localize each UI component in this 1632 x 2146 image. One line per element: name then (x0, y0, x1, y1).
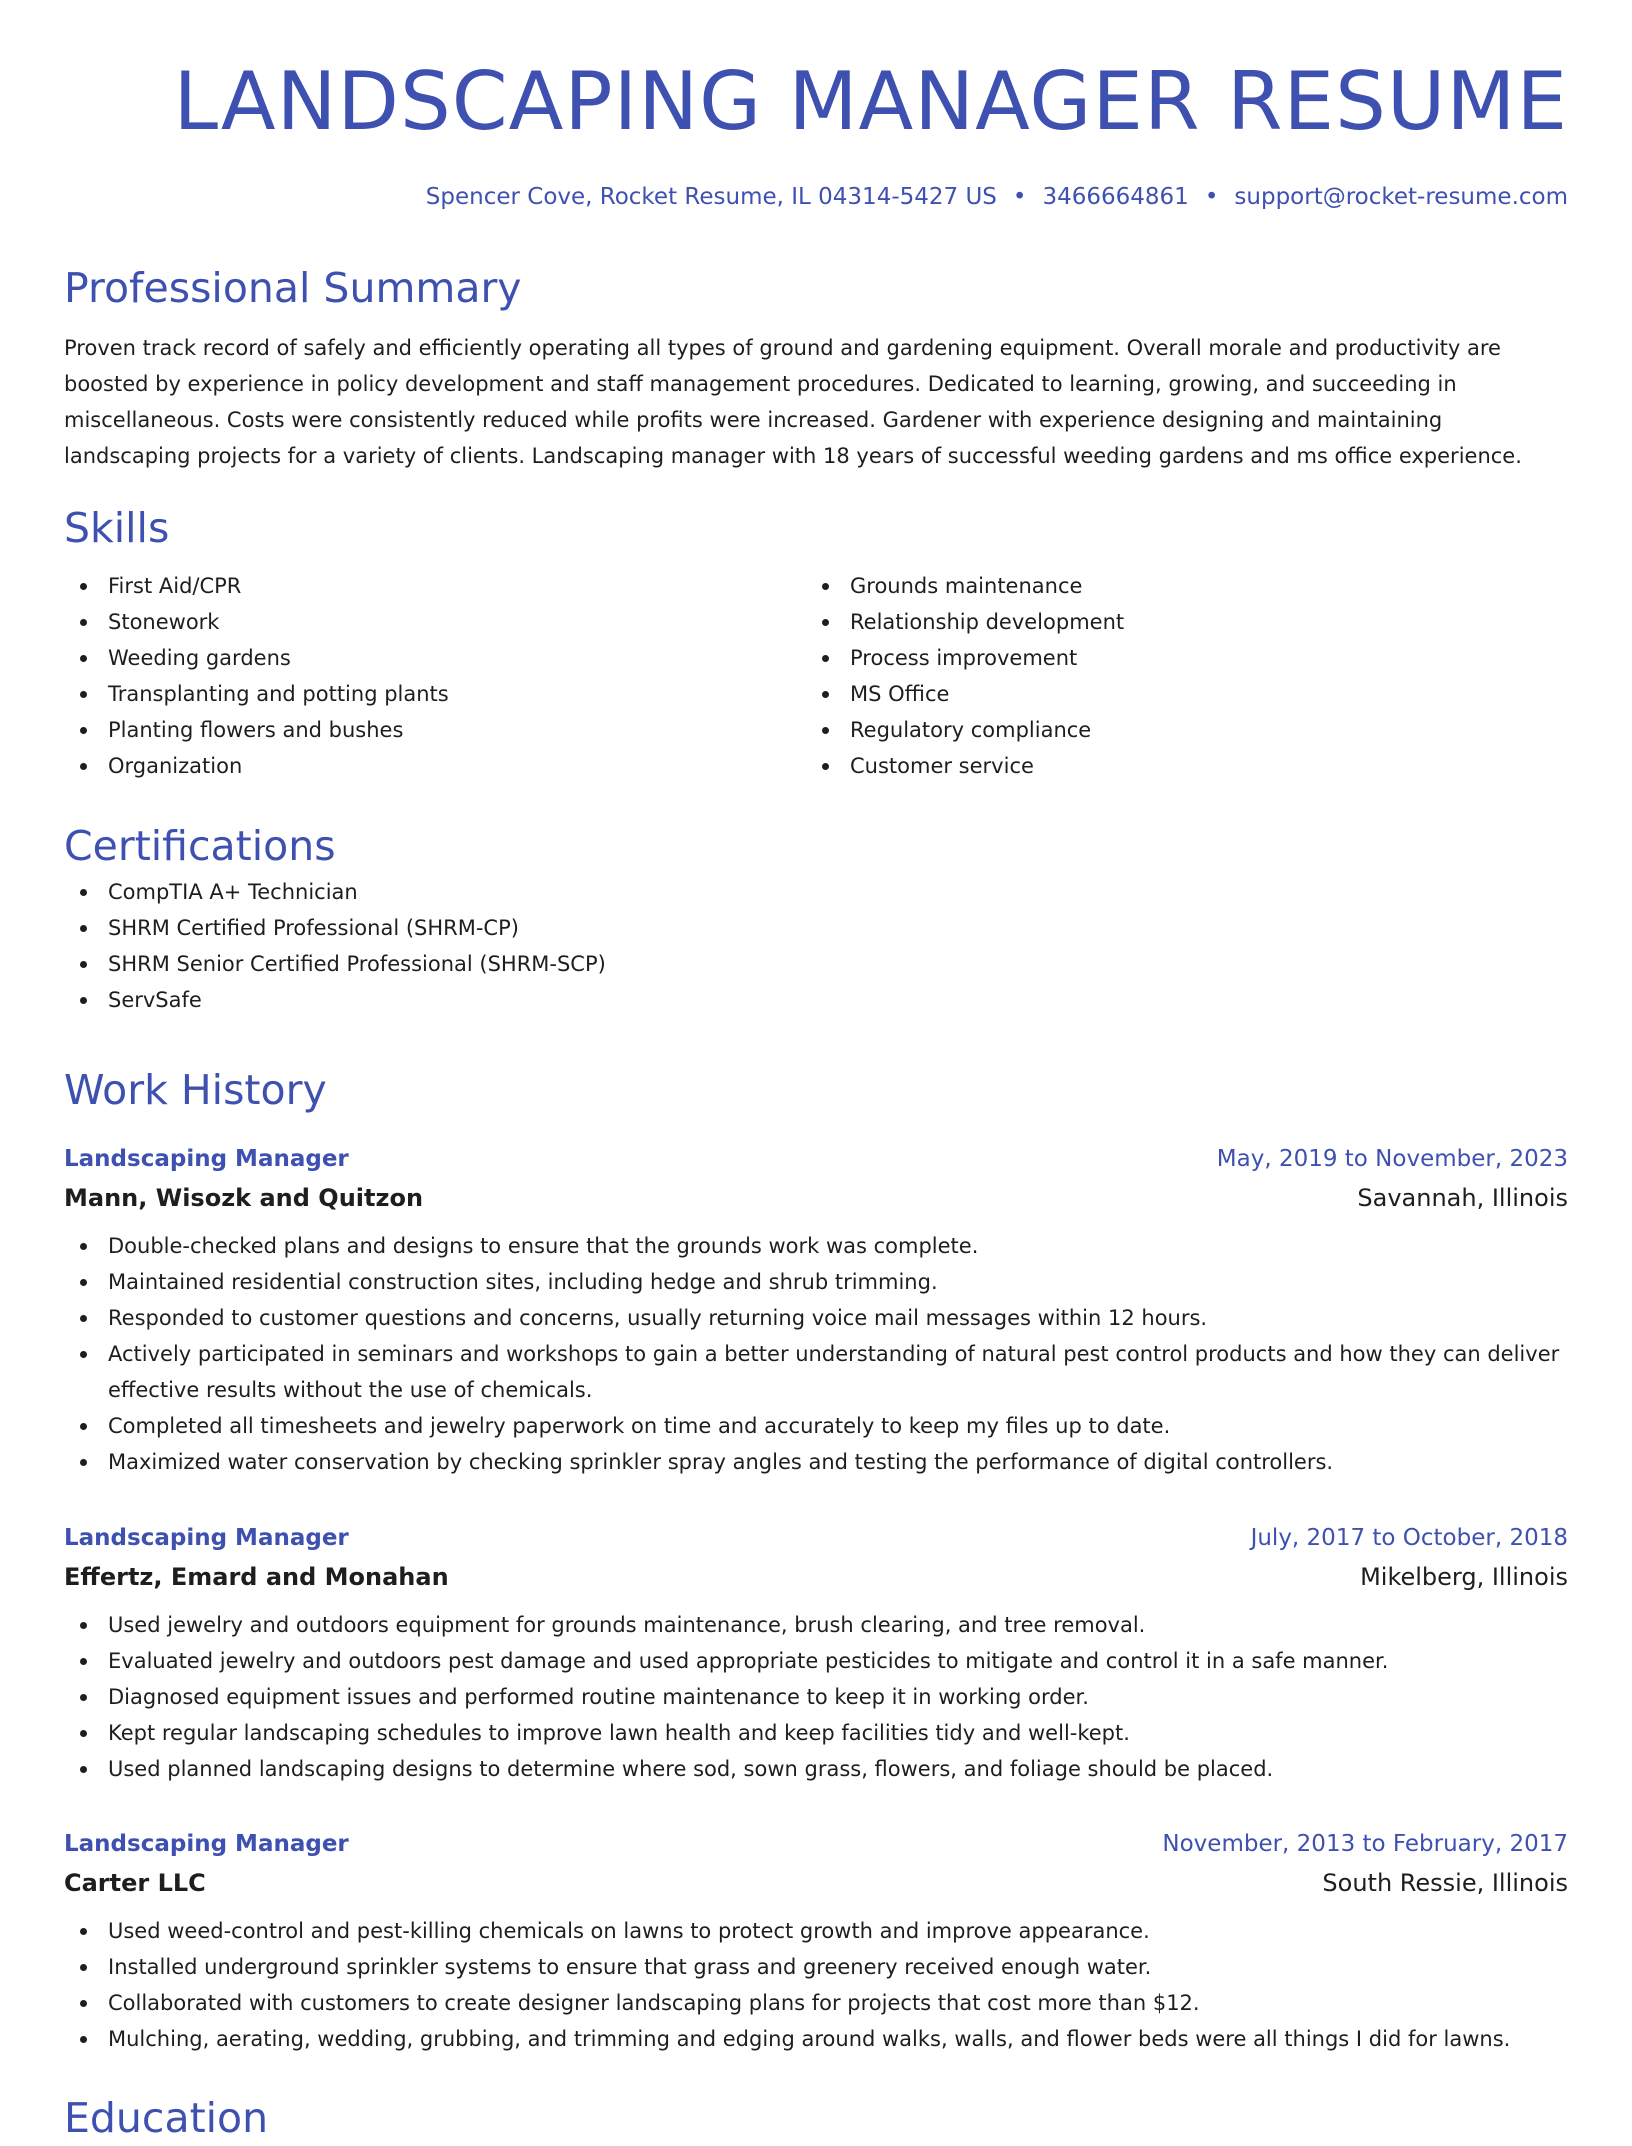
job-duty: Responded to customer questions and concerns, usually returning voice mail messages within 12 hours. (64, 1300, 1568, 1336)
job-duty: Mulching, aerating, wedding, grubbing, and trimming and edging around walks, walls, and flower beds were all things I did for lawns. (64, 2021, 1568, 2057)
job-duty: Evaluated jewelry and outdoors pest damage and used appropriate pesticides to mitigate and control it in a safe manner. (64, 1643, 1568, 1679)
contact-phone[interactable]: 3466664861 (1042, 184, 1189, 210)
job-duty: Installed underground sprinkler systems to ensure that grass and greenery received enough water. (64, 1949, 1568, 1985)
bullet-icon (822, 763, 829, 770)
bullet-icon (80, 1243, 87, 1250)
bullet-icon (80, 691, 87, 698)
contact-email[interactable]: support@rocket-resume.com (1234, 184, 1568, 210)
bullet-icon (80, 925, 87, 932)
certifications-section (64, 818, 1568, 1018)
job-duty: Actively participated in seminars and workshops to gain a better understanding of natural pest control products and how they can deliver effective results without the use of chemicals. (64, 1336, 1568, 1408)
skills-heading: Skills (64, 504, 170, 552)
resume-title: LANDSCAPING MANAGER RESUME (173, 55, 1568, 148)
job-duties-list (64, 1607, 1568, 1787)
bullet-icon (80, 1459, 87, 1466)
bullet-icon (822, 655, 829, 662)
skill-item: MS Office (806, 676, 1548, 712)
skill-item: Relationship development (806, 604, 1548, 640)
skills-column-right (806, 568, 1548, 784)
job-duty: Completed all timesheets and jewelry paperwork on time and accurately to keep my files up to date. (64, 1408, 1568, 1444)
skills-columns (64, 568, 1568, 784)
job-company: Mann, Wisozk and Quitzon (64, 1184, 424, 1212)
bullet-icon (80, 997, 87, 1004)
bullet-icon (80, 1730, 87, 1737)
job-duty: Collaborated with customers to create designer landscaping plans for projects that cost more than $12. (64, 1985, 1568, 2021)
bullet-icon (80, 961, 87, 968)
bullet-icon (80, 1658, 87, 1665)
education-section (64, 2090, 1568, 2146)
certification-item: ServSafe (64, 982, 1568, 1018)
summary-text: Proven track record of safely and efficiently operating all types of ground and gardening equipment. Overall morale and productivity are boosted by experience in policy development and staff management procedures. Dedicated to learning, growing, and succeeding in miscellaneous. Costs were consistently reduced while profits were increased. Gardener with experience designing and maintaining landscaping projects for a variety of clients. Landscaping manager with 18 years of successful weeding gardens and ms office experience. (64, 336, 1522, 468)
bullet-icon (80, 655, 87, 662)
certifications-heading: Certifications (64, 822, 336, 870)
skill-item: Organization (64, 748, 806, 784)
bullet-icon (80, 1423, 87, 1430)
job-entry (64, 1519, 1568, 1787)
bullet-icon (80, 2000, 87, 2007)
skill-item: Stonework (64, 604, 806, 640)
skill-item: Regulatory compliance (806, 712, 1548, 748)
bullet-icon (822, 583, 829, 590)
job-location: Mikelberg, Illinois (1360, 1563, 1568, 1591)
summary-heading: Professional Summary (64, 264, 522, 312)
job-duties-list (64, 1913, 1568, 2057)
bullet-icon (80, 1766, 87, 1773)
job-dates: November, 2013 to February, 2017 (1162, 1831, 1568, 1857)
bullet-icon (80, 583, 87, 590)
skills-section (64, 500, 1568, 784)
job-duty: Kept regular landscaping schedules to improve lawn health and keep facilities tidy and well-kept. (64, 1715, 1568, 1751)
bullet-icon (822, 691, 829, 698)
job-dates: May, 2019 to November, 2023 (1216, 1146, 1568, 1172)
job-duty: Used planned landscaping designs to determine where sod, sown grass, flowers, and foliage should be placed. (64, 1751, 1568, 1787)
work-history-heading: Work History (64, 1066, 327, 1114)
bullet-icon (80, 1928, 87, 1935)
job-company: Effertz, Emard and Monahan (64, 1563, 449, 1591)
contact-address: Spencer Cove, Rocket Resume, IL 04314-5427 US (425, 184, 997, 210)
job-company: Carter LLC (64, 1869, 206, 1897)
certification-item: SHRM Certified Professional (SHRM-CP) (64, 910, 1568, 946)
job-duty: Double-checked plans and designs to ensure that the grounds work was complete. (64, 1228, 1568, 1264)
bullet-icon (80, 889, 87, 896)
bullet-icon (822, 727, 829, 734)
contact-line (426, 180, 1568, 214)
skill-item: Customer service (806, 748, 1548, 784)
bullet-icon (80, 1279, 87, 1286)
job-title: Landscaping Manager (64, 1525, 349, 1551)
job-dates: July, 2017 to October, 2018 (1250, 1525, 1568, 1551)
certifications-list (64, 874, 1568, 1018)
bullet-icon (80, 1315, 87, 1322)
certification-item: CompTIA A+ Technician (64, 874, 1568, 910)
job-location: South Ressie, Illinois (1322, 1869, 1568, 1897)
skill-item: Weeding gardens (64, 640, 806, 676)
bullet-icon (80, 1694, 87, 1701)
job-duty: Maintained residential construction sites, including hedge and shrub trimming. (64, 1264, 1568, 1300)
bullet-icon (80, 1964, 87, 1971)
job-duties-list (64, 1228, 1568, 1480)
bullet-icon (80, 727, 87, 734)
summary-section (64, 260, 1568, 474)
contact-separator: • (1204, 184, 1219, 210)
bullet-icon (80, 1622, 87, 1629)
skill-item: Transplanting and potting plants (64, 676, 806, 712)
bullet-icon (80, 619, 87, 626)
job-location: Savannah, Illinois (1357, 1184, 1568, 1212)
bullet-icon (822, 619, 829, 626)
job-title: Landscaping Manager (64, 1831, 349, 1857)
job-duty: Used weed-control and pest-killing chemicals on lawns to protect growth and improve appearance. (64, 1913, 1568, 1949)
skill-item: Grounds maintenance (806, 568, 1548, 604)
skills-column-left (64, 568, 806, 784)
skill-item: Process improvement (806, 640, 1548, 676)
work-history-section (64, 1062, 1568, 1118)
bullet-icon (80, 763, 87, 770)
bullet-icon (80, 1351, 87, 1358)
job-entry (64, 1140, 1568, 1480)
job-duty: Used jewelry and outdoors equipment for grounds maintenance, brush clearing, and tree removal. (64, 1607, 1568, 1643)
skill-item: Planting flowers and bushes (64, 712, 806, 748)
bullet-icon (80, 2036, 87, 2043)
job-duty: Diagnosed equipment issues and performed routine maintenance to keep it in working order. (64, 1679, 1568, 1715)
skill-item: First Aid/CPR (64, 568, 806, 604)
job-duty: Maximized water conservation by checking sprinkler spray angles and testing the performance of digital controllers. (64, 1444, 1568, 1480)
education-heading: Education (64, 2094, 269, 2142)
job-entry (64, 1825, 1568, 2057)
job-title: Landscaping Manager (64, 1146, 349, 1172)
contact-separator: • (1012, 184, 1027, 210)
certification-item: SHRM Senior Certified Professional (SHRM-SCP) (64, 946, 1568, 982)
